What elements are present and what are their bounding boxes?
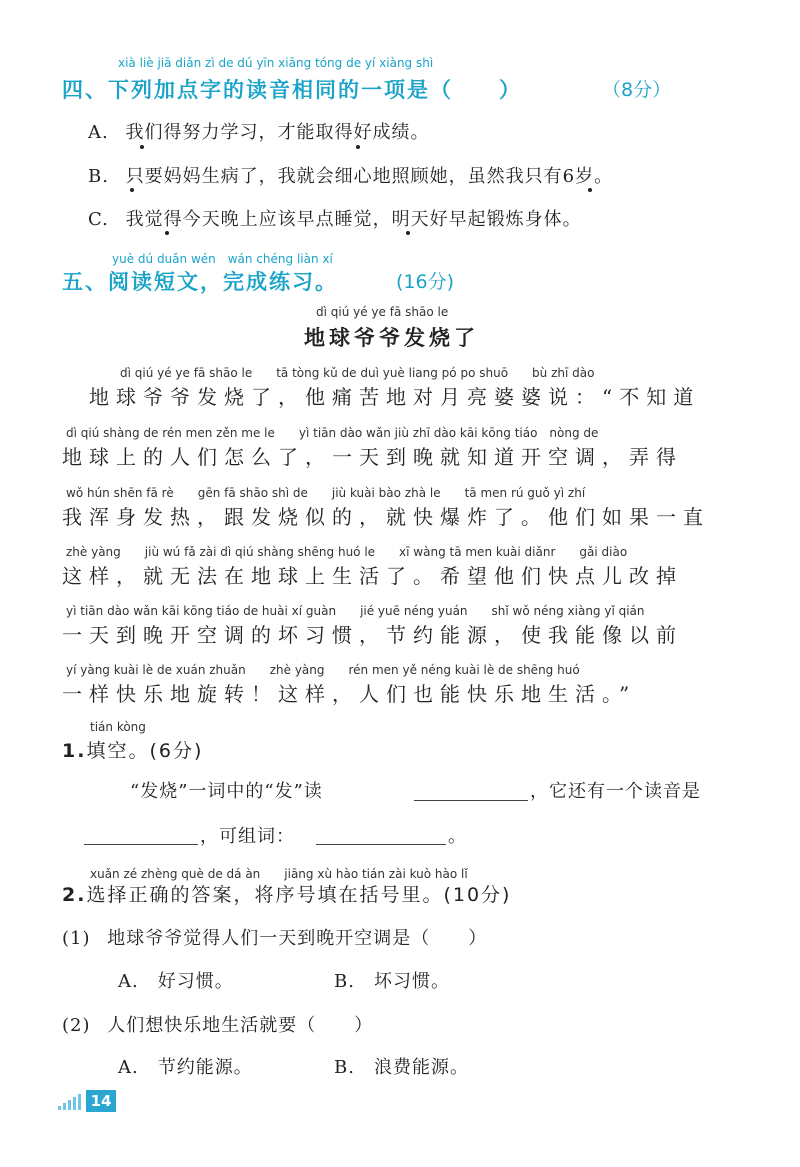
emphasis-dot: [165, 231, 169, 235]
q1-prompt-b: ，它还有一个读音是: [530, 781, 701, 802]
section4-heading: 四、下列加点字的读音相同的一项是（ ）: [62, 78, 522, 102]
q1-heading: [62, 736, 203, 763]
q2-item-1: [62, 924, 487, 950]
q2-item-2: [62, 1011, 373, 1037]
section5-score: (16分): [396, 271, 455, 293]
passage-pinyin-line: wǒ hún shēn fā rè gēn fā shāo shì de jiù kuài bào zhà le tā men rú guǒ yì zhí: [66, 486, 586, 500]
option-text: 只要妈妈生病了，我就会细心地照顾她，虽然我只有6岁。: [125, 166, 614, 187]
q1-score: (6分): [149, 740, 204, 762]
passage-text-line: 一天到晚开空调的坏习惯，节约能源，使我能像以前: [62, 623, 683, 647]
option-text: 我们得努力学习，才能取得好成绩。: [125, 122, 430, 143]
option-letter: B.: [88, 166, 109, 187]
q1-title: 填空。: [86, 740, 150, 762]
option-letter: C.: [88, 209, 109, 230]
passage-pinyin-line: yí yàng kuài lè de xuán zhuǎn zhè yàng rén men yě néng kuài lè de shēng huó: [66, 663, 580, 677]
passage-title-pinyin: dì qiú yé ye fā shāo le: [316, 305, 449, 319]
option-c: [88, 205, 582, 231]
q2-item-text: 地球爷爷觉得人们一天到晚开空调是（ ）: [107, 928, 488, 949]
emphasis-dot: [356, 145, 360, 149]
q2-item-label: (2): [62, 1015, 91, 1036]
option-text: 我觉得今天晚上应该早点睡觉，明天好早起锻炼身体。: [125, 209, 582, 230]
page-number-badge: [58, 1090, 120, 1112]
section4-pinyin: xià liè jiā diǎn zì de dú yīn xiāng tóng de yí xiàng shì: [118, 56, 434, 70]
section5-pinyin: yuè dú duǎn wén wán chéng liàn xí: [112, 252, 333, 266]
q2-item-1-option-a[interactable]: A. 好习惯。: [118, 971, 234, 992]
passage-pinyin-line: dì qiú yé ye fā shāo le tā tòng kǔ de duì yuè liang pó po shuō bù zhī dào: [120, 366, 595, 380]
q2-item-label: (1): [62, 928, 91, 949]
passage-text-line: 地球上的人们怎么了，一天到晚就知道开空调，弄得: [62, 445, 683, 469]
q2-heading: [62, 880, 511, 907]
emphasis-dot: [406, 231, 410, 235]
q1-pinyin: tián kòng: [90, 720, 146, 734]
passage-text-line: 地球爷爷发烧了，他痛苦地对月亮婆婆说：“不知道: [62, 385, 701, 409]
passage-pinyin-line: yì tiān dào wǎn kāi kōng tiáo de huài xí guàn jié yuē néng yuán shǐ wǒ néng xiàng yǐ qián: [66, 604, 645, 618]
q2-number: 2.: [62, 884, 87, 906]
passage-text-line: 一样快乐地旋转！这样，人们也能快乐地生活。”: [62, 682, 637, 706]
q2-item-2-option-a[interactable]: A. 节约能源。: [118, 1057, 253, 1078]
q2-item-text: 人们想快乐地生活就要（ ）: [107, 1015, 374, 1036]
q1-prompt-d: 。: [448, 826, 467, 847]
q2-item-1-option-b[interactable]: B. 坏习惯。: [334, 971, 450, 992]
section5-heading: 五、阅读短文，完成练习。: [62, 270, 338, 294]
signal-bars-icon: [58, 1094, 84, 1110]
blank-line-1[interactable]: [414, 800, 528, 801]
q2-pinyin: xuǎn zé zhèng què de dá àn jiāng xù hào tián zài kuò hào lǐ: [90, 867, 468, 881]
emphasis-dot: [588, 188, 592, 192]
passage-title: 地球爷爷发烧了: [304, 326, 479, 350]
q2-title: 选择正确的答案，将序号填在括号里。: [86, 884, 444, 906]
section4-score: （8分）: [602, 79, 672, 101]
option-b: [88, 162, 613, 188]
q1-number: 1.: [62, 740, 87, 762]
passage-text-line: 这样，就无法在地球上生活了。希望他们快点儿改掉: [62, 564, 683, 588]
page-number: 14: [86, 1090, 116, 1112]
passage-pinyin-line: dì qiú shàng de rén men zěn me le yì tiān dào wǎn jiù zhī dào kāi kōng tiáo nòng de: [66, 426, 599, 440]
option-letter: A.: [88, 122, 109, 143]
option-a: [88, 118, 429, 144]
emphasis-dot: [140, 145, 144, 149]
q2-score: (10分): [443, 884, 512, 906]
passage-pinyin-line: zhè yàng jiù wú fǎ zài dì qiú shàng shēng huó le xī wàng tā men kuài diǎnr gǎi diào: [66, 545, 628, 559]
emphasis-dot: [130, 188, 134, 192]
q1-prompt-c: ，可组词：: [200, 826, 295, 847]
q1-prompt-a: “发烧”一词中的“发”读: [130, 781, 323, 802]
passage-text-line: 我浑身发热，跟发烧似的，就快爆炸了。他们如果一直: [62, 505, 710, 529]
blank-line-3[interactable]: [316, 844, 446, 845]
q2-item-2-option-b[interactable]: B. 浪费能源。: [334, 1057, 469, 1078]
blank-line-2[interactable]: [84, 844, 198, 845]
